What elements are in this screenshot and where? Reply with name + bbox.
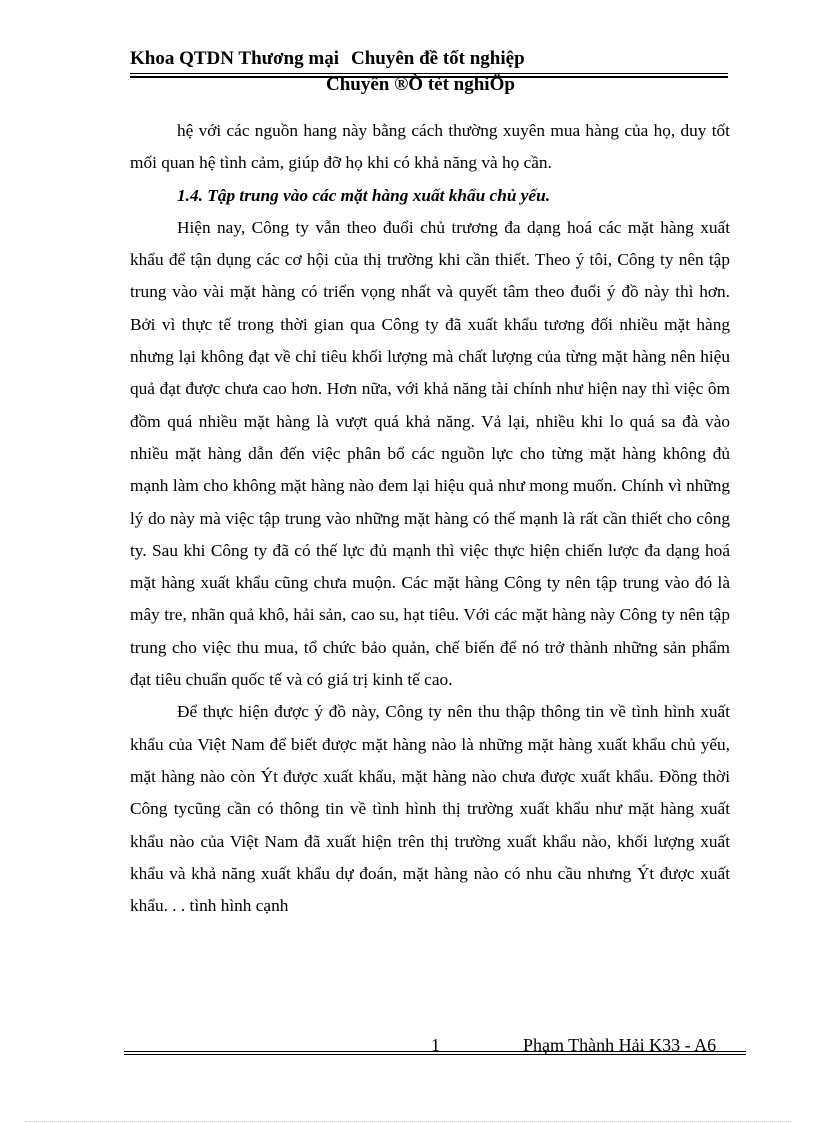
document-body: [130, 115, 730, 922]
footer-author: Phạm Thành Hải K33 - A6: [523, 1035, 717, 1055]
paragraph-main: Hiện nay, Công ty vẫn theo đuổi chủ trương đa dạng hoá các mặt hàng xuất khẩu để tận dụng các cơ hội của thị trường khi cần thiết. Theo ý tôi, Công ty nên tập trung vào vài mặt hàng có triển vọng nhất và quyết tâm theo đuổi ý đồ này thì hơn. Bởi vì thực tế trong thời gian qua Công ty đã xuất khẩu tương đối nhiều mặt hàng nhưng lại không đạt về chỉ tiêu khối lượng mà chất lượng của từng mặt hàng nên hiệu quả đạt được chưa cao hơn. Hơn nữa, với khả năng tài chính như hiện nay thì việc ôm đồm quá nhiều mặt hàng là vượt quá khả năng. Vả lại, nhiều khi lo quá sa đà vào nhiều mặt hàng dẫn đến việc phân bổ các nguồn lực cho từng mặt hàng không đủ mạnh làm cho không mặt hàng nào đem lại hiệu quả như mong muốn. Chính vì những lý do này mà việc tập trung vào những mặt hàng có thế mạnh là rất cần thiết cho công ty. Sau khi Công ty đã có thế lực đủ mạnh thì việc thực hiện chiến lược đa dạng hoá mặt hàng xuất khẩu cũng chưa muộn. Các mặt hàng Công ty nên tập trung vào đó là mây tre, nhãn quả khô, hải sản, cao su, hạt tiêu. Với các mặt hàng này Công ty nên tập trung cho việc thu mua, tổ chức bảo quản, chế biến để nó trở thành những sản phẩm đạt tiêu chuẩn quốc tế và có giá trị kinh tế cao.: [130, 217, 730, 690]
page-edge-dotted-line: [25, 1121, 791, 1122]
page-number: 1: [431, 1035, 440, 1055]
header-document-type: Chuyên đề tốt nghiệp: [350, 48, 525, 69]
paragraph-followup: Để thực hiện được ý đồ này, Công ty nên thu thập thông tin về tình hình xuất khẩu của Việt Nam để biết được mặt hàng nào là những mặt hàng xuất khẩu chủ yếu, mặt hàng nào còn Ýt được xuất khẩu, mặt hàng nào chưa được xuất khẩu. Đồng thời Công tycũng cần có thông tin về tình hình thị trường xuất khẩu như mặt hàng xuất khẩu nào của Việt Nam đã xuất hiện trên thị trường xuất khẩu nào, khối lượng xuất khẩu và khả năng xuất khẩu dự đoán, mặt hàng nào có nhu cầu nhưng Ýt được xuất khẩu. . . tình hình cạnh: [130, 702, 730, 916]
header-department: Khoa QTDN Thương mại: [130, 48, 339, 69]
header-garbled-title: Chuyên ®Ò tèt nghiÖp: [326, 74, 515, 95]
paragraph-continuation: hệ với các nguồn hang này bằng cách thường xuyên mua hàng của họ, duy tốt mối quan hệ tình cảm, giúp đỡ họ khi có khả năng và họ cần.: [130, 121, 730, 173]
header-title-line: [130, 48, 525, 70]
section-heading: 1.4. Tập trung vào các mặt hàng xuất khẩu chủ yếu.: [177, 185, 551, 205]
